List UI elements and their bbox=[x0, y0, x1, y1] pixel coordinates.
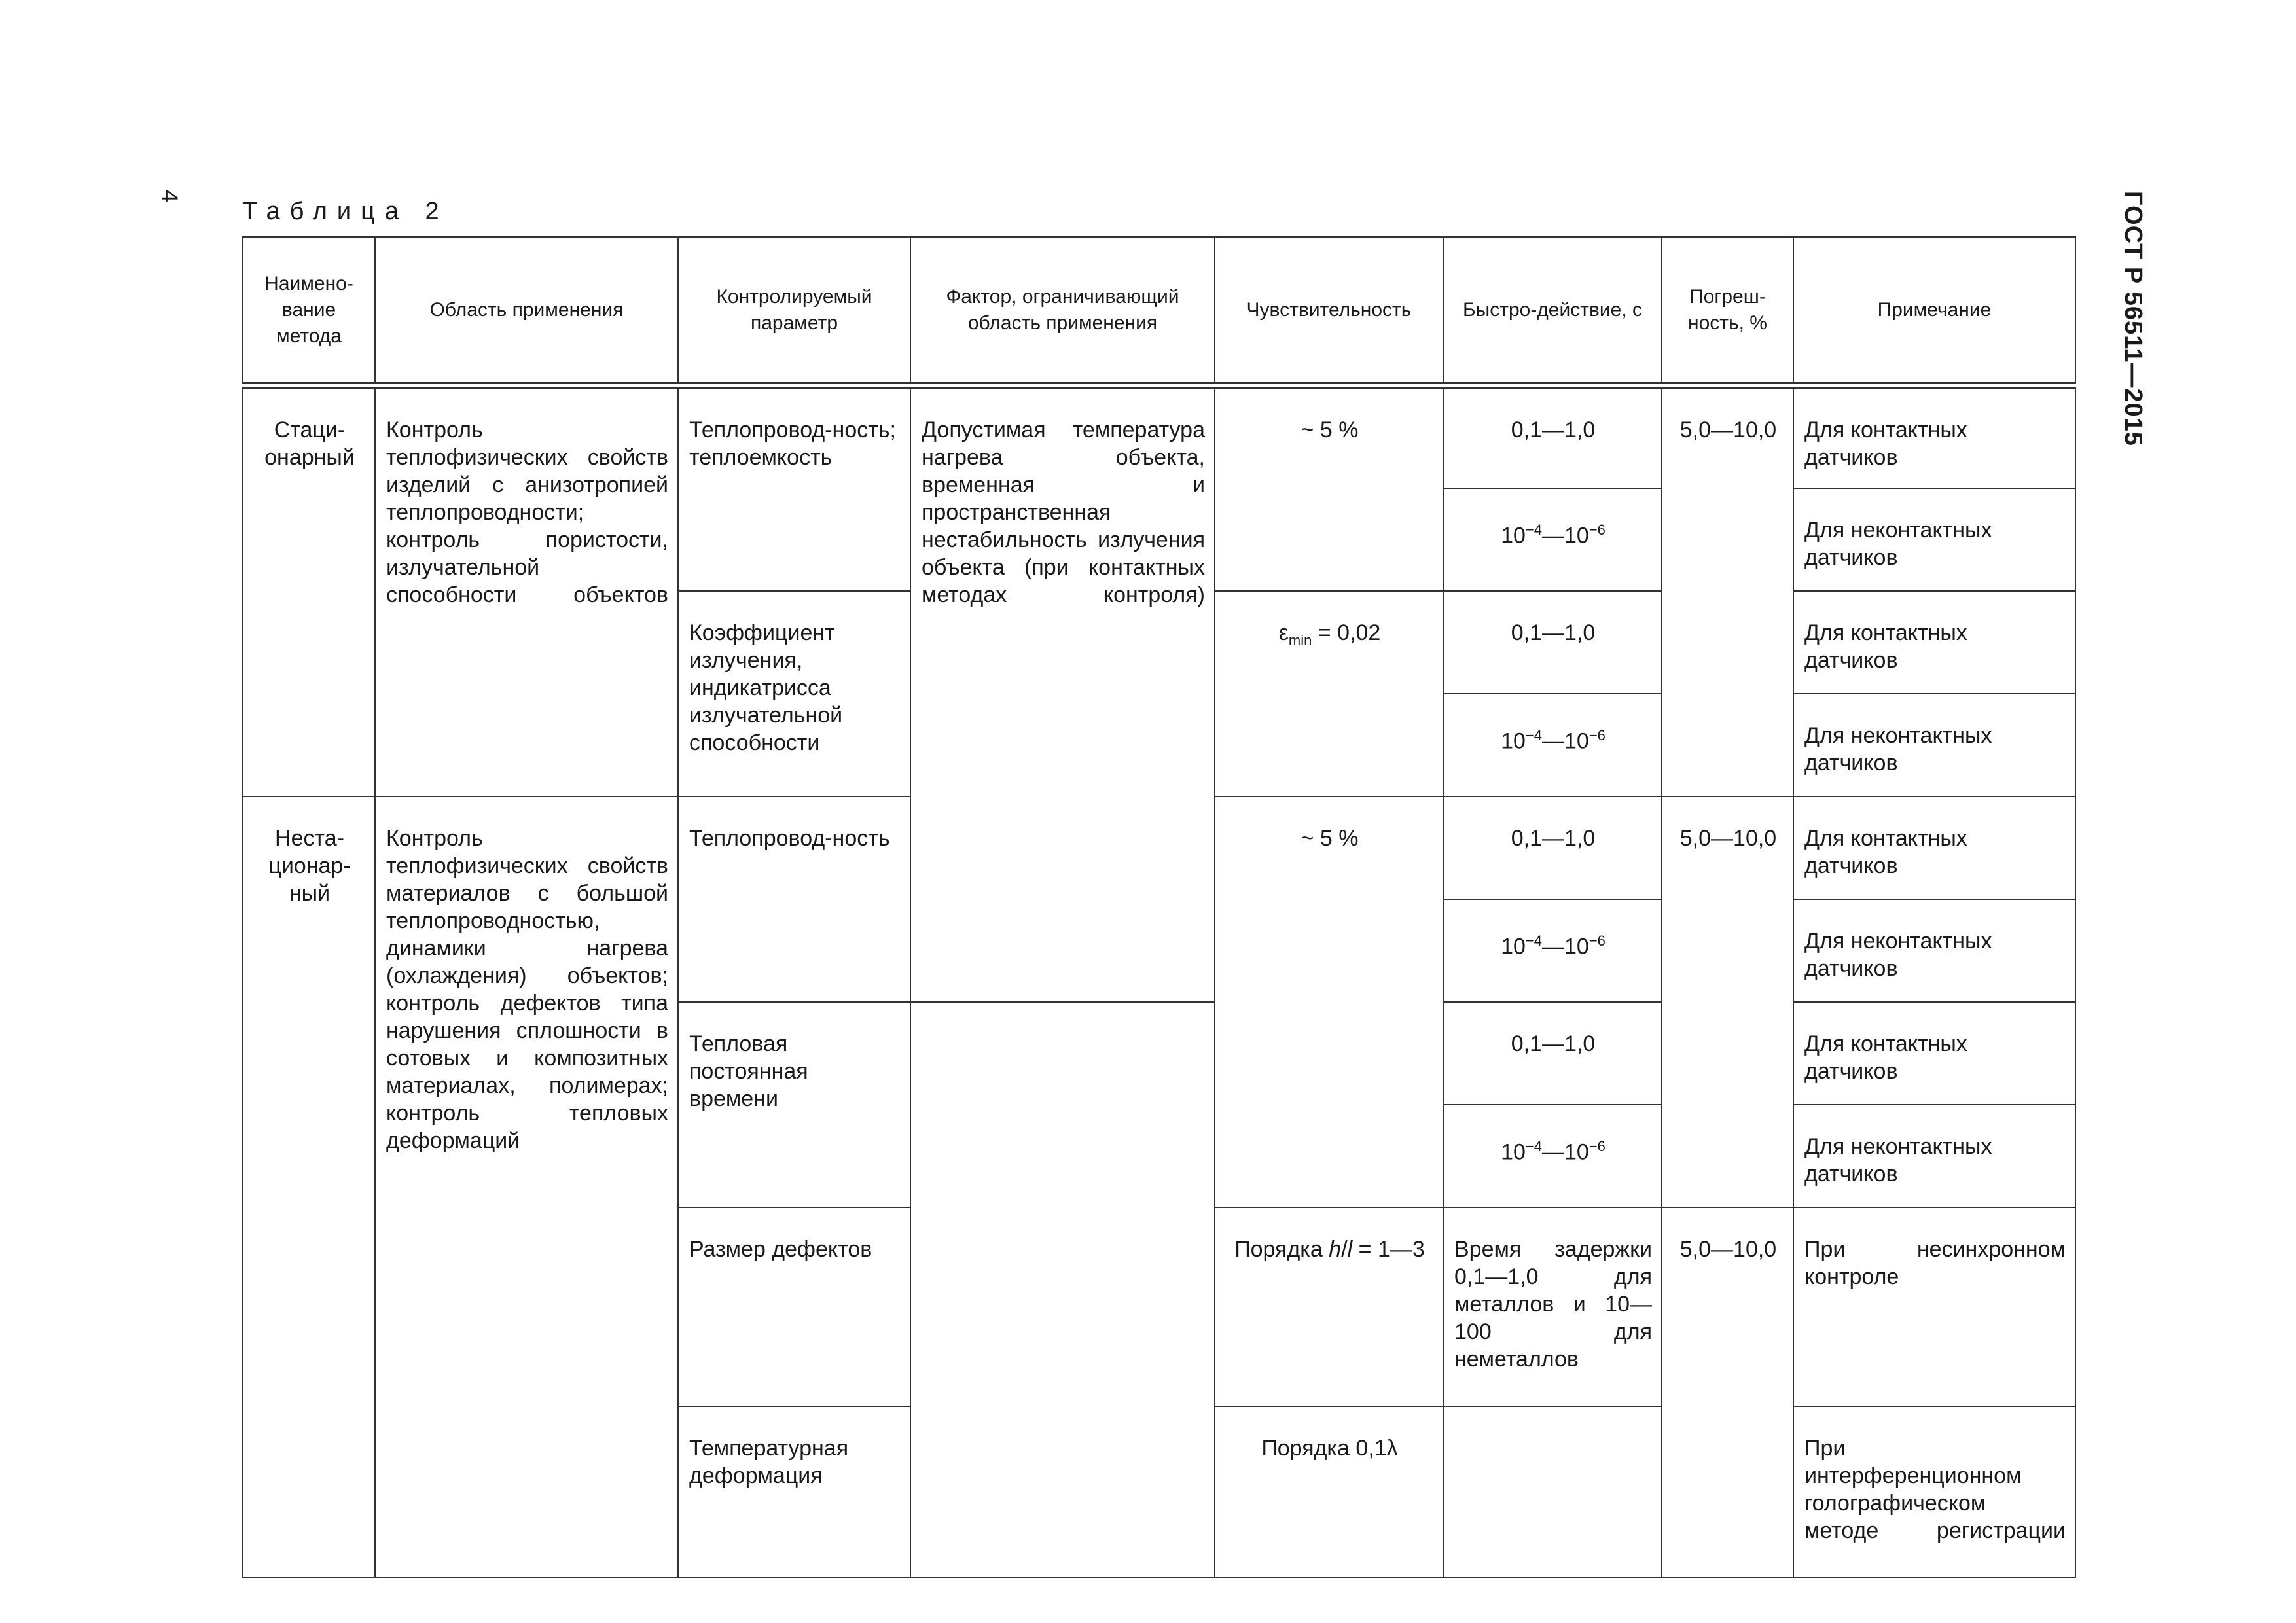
table-row bbox=[243, 385, 2075, 488]
speed-empty-cell bbox=[1443, 1406, 1662, 1578]
header-sensitivity: Чувствительность bbox=[1215, 237, 1443, 385]
note-contact: Для контактных датчиков bbox=[1793, 1002, 2075, 1105]
note-noncontact: Для неконтактных датчиков bbox=[1793, 899, 2075, 1002]
methods-table bbox=[242, 236, 2076, 1578]
header-error: Погреш-ность, % bbox=[1662, 237, 1793, 385]
area-stationary: Контроль теплофизических свойств изделий с анизотропией теплопроводности; контроль пористости, излучательной способности объектов bbox=[375, 385, 678, 796]
speed-value: 0,1—1,0 bbox=[1443, 591, 1662, 694]
factor-limiting: Допустимая температура нагрева объекта, временная и пространственная нестабильность излучения объекта (при контактных методах контроля) bbox=[910, 385, 1215, 1002]
header-note: Примечание bbox=[1793, 237, 2075, 385]
note-async: При несинхронном контроле bbox=[1793, 1207, 2075, 1406]
sensitivity-value: Порядка 0,1λ bbox=[1215, 1406, 1443, 1578]
header-speed: Быстро-действие, с bbox=[1443, 237, 1662, 385]
note-holographic: При интерференционном голографическом методе регистрации bbox=[1793, 1406, 2075, 1578]
page-number: 4 bbox=[157, 190, 182, 202]
speed-value: Время задержки 0,1—1,0 для металлов и 10—100 для неметаллов bbox=[1443, 1207, 1662, 1406]
speed-value: 0,1—1,0 bbox=[1443, 1002, 1662, 1105]
error-value: 5,0—10,0 bbox=[1662, 796, 1793, 1207]
note-contact: Для контактных датчиков bbox=[1793, 385, 2075, 488]
document-code: ГОСТ Р 56511—2015 bbox=[2119, 191, 2147, 446]
note-noncontact: Для неконтактных датчиков bbox=[1793, 1105, 2075, 1207]
note-contact: Для контактных датчиков bbox=[1793, 796, 2075, 899]
speed-value: $10^{-4}—10^{-6}$ bbox=[1443, 694, 1662, 796]
header-row bbox=[243, 237, 2075, 385]
sensitivity-value: ~ 5 % bbox=[1215, 796, 1443, 1207]
note-noncontact: Для неконтактных датчиков bbox=[1793, 694, 2075, 796]
note-contact: Для контактных датчиков bbox=[1793, 591, 2075, 694]
parameter-conductivity: Теплопровод-ность bbox=[678, 796, 910, 1002]
speed-value: 0,1—1,0 bbox=[1443, 796, 1662, 899]
note-noncontact: Для неконтактных датчиков bbox=[1793, 488, 2075, 591]
sensitivity-value: $\varepsilon_{min} = 0,02$ bbox=[1215, 591, 1443, 796]
header-parameter: Контролируемый параметр bbox=[678, 237, 910, 385]
area-nonstationary: Контроль теплофизических свойств материалов с большой теплопроводностью, динамики нагрева (охлаждения) объектов; контроль дефектов типа нарушения сплошности в сотовых и композитных материалах, полимерах; контроль тепловых деформаций bbox=[375, 796, 678, 1578]
header-method: Наимено-вание метода bbox=[243, 237, 375, 385]
parameter-thermal-deformation: Температурная деформация bbox=[678, 1406, 910, 1578]
method-nonstationary: Неста-ционар-ный bbox=[243, 796, 375, 1578]
sensitivity-value: Порядка h/l = 1—3 bbox=[1215, 1207, 1443, 1406]
table-caption: Таблица 2 bbox=[242, 198, 449, 225]
speed-value: $10^{-4}—10^{-6}$ bbox=[1443, 488, 1662, 591]
header-area: Область применения bbox=[375, 237, 678, 385]
header-factor: Фактор, ограничивающий область применения bbox=[910, 237, 1215, 385]
error-value: 5,0—10,0 bbox=[1662, 385, 1793, 796]
speed-value: 0,1—1,0 bbox=[1443, 385, 1662, 488]
speed-value: $10^{-4}—10^{-6}$ bbox=[1443, 1105, 1662, 1207]
parameter-defect-size: Размер дефектов bbox=[678, 1207, 910, 1406]
parameter-emissivity: Коэффициент излучения, индикатрисса излучательной способности bbox=[678, 591, 910, 796]
parameter-conductivity-capacity: Теплопровод-ность; теплоемкость bbox=[678, 385, 910, 591]
parameter-time-constant: Тепловая постоянная времени bbox=[678, 1002, 910, 1207]
sensitivity-value: ~ 5 % bbox=[1215, 385, 1443, 591]
error-value: 5,0—10,0 bbox=[1662, 1207, 1793, 1578]
factor-empty-cell bbox=[910, 1002, 1215, 1578]
speed-value: $10^{-4}—10^{-6}$ bbox=[1443, 899, 1662, 1002]
method-stationary: Стаци-онарный bbox=[243, 385, 375, 796]
